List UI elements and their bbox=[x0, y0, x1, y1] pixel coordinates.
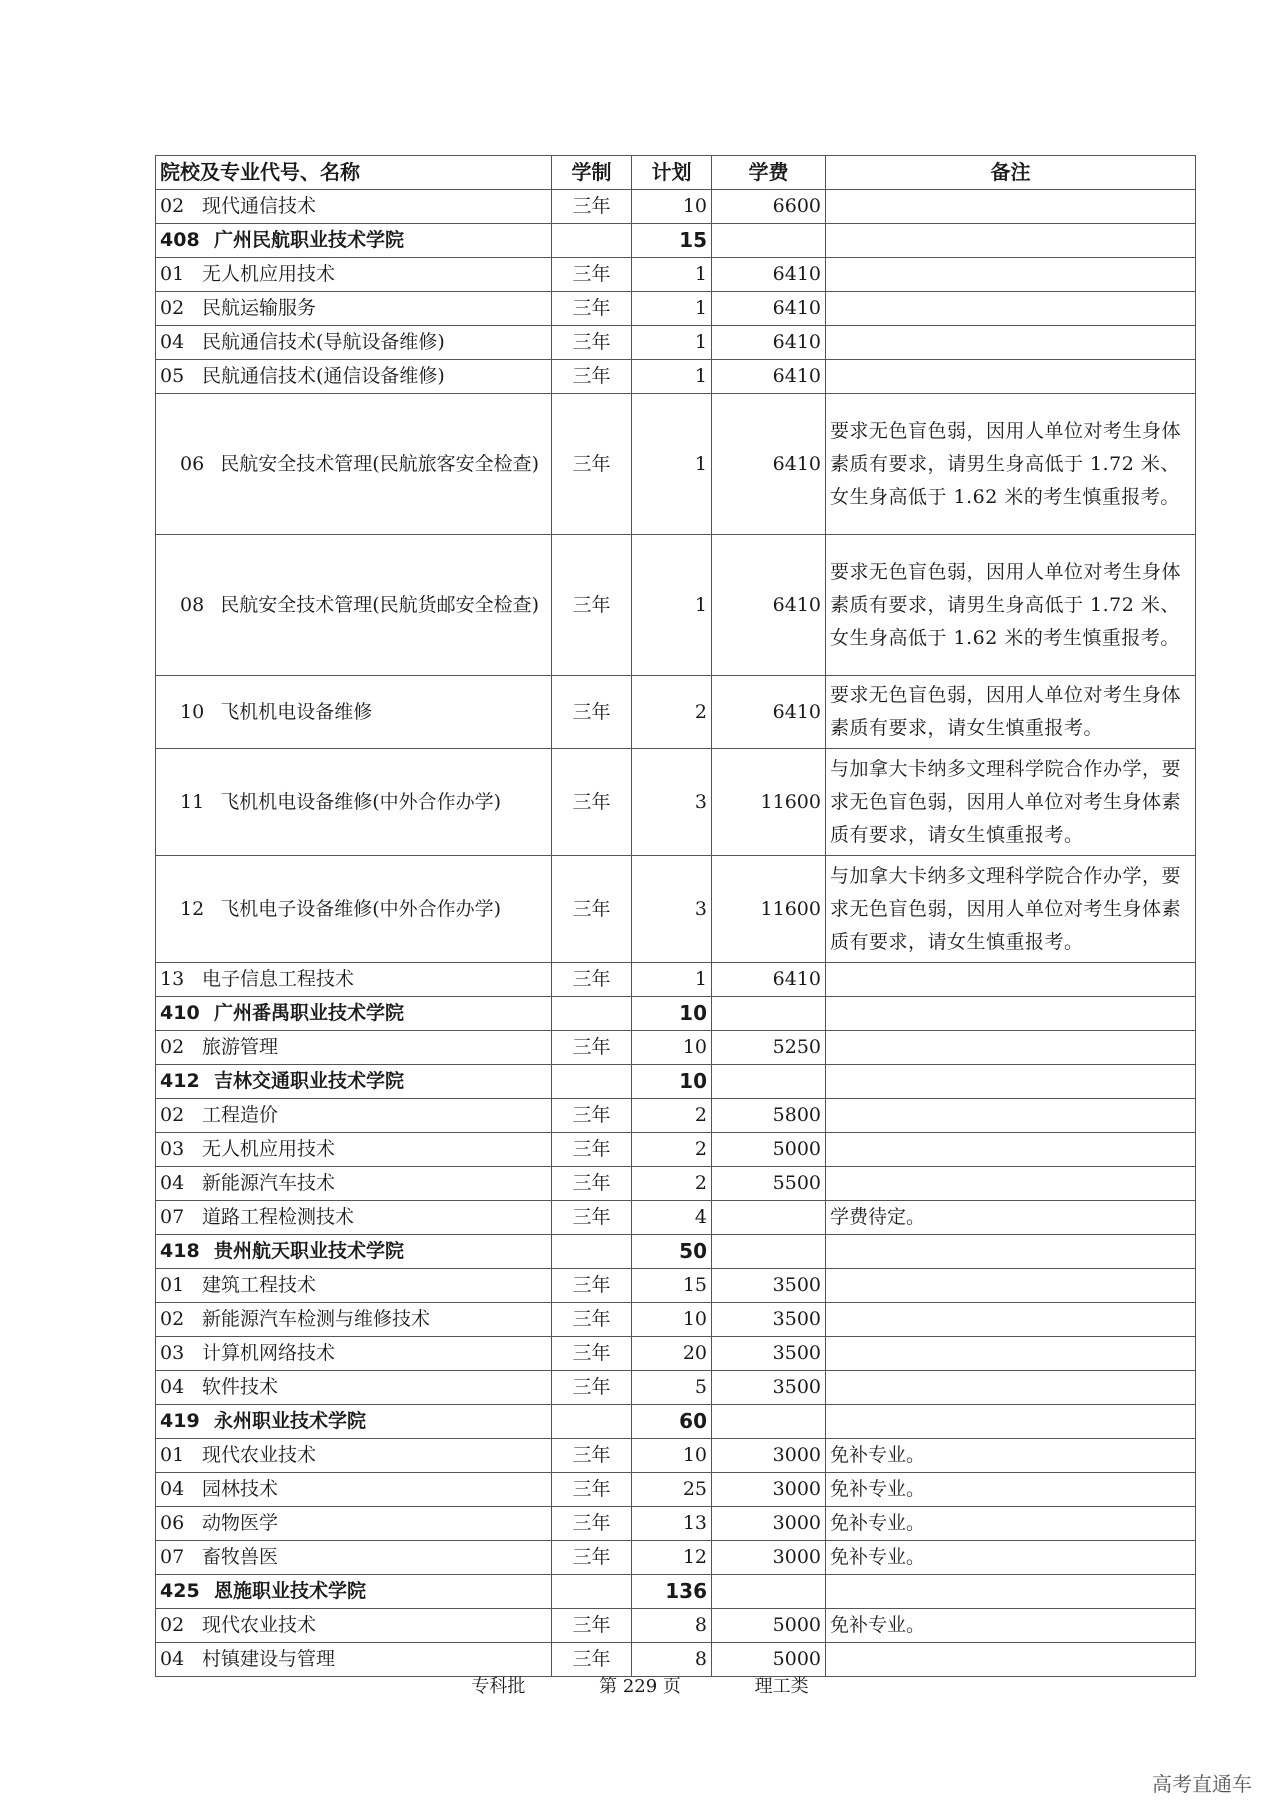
major-name: 现代农业技术 bbox=[202, 1614, 317, 1636]
major-name-cell bbox=[156, 360, 552, 394]
school-note-cell bbox=[826, 997, 1196, 1031]
major-note bbox=[826, 1337, 1196, 1371]
school-code: 408 bbox=[160, 229, 200, 251]
major-code: 11 bbox=[180, 790, 205, 813]
major-code: 01 bbox=[160, 1444, 185, 1466]
major-fee: 6410 bbox=[712, 535, 826, 676]
major-name: 民航安全技术管理(民航旅客安全检查) bbox=[220, 452, 540, 475]
school-plan-total: 60 bbox=[632, 1405, 712, 1439]
major-duration: 三年 bbox=[552, 1303, 632, 1337]
major-code: 04 bbox=[160, 1376, 185, 1398]
major-code: 02 bbox=[160, 1308, 185, 1330]
school-row bbox=[156, 1405, 1196, 1439]
major-duration: 三年 bbox=[552, 1099, 632, 1133]
major-row bbox=[156, 676, 1196, 749]
major-note: 免补专业。 bbox=[826, 1473, 1196, 1507]
major-name: 民航运输服务 bbox=[202, 297, 317, 319]
major-row bbox=[156, 1371, 1196, 1405]
major-row bbox=[156, 1031, 1196, 1065]
major-fee: 5250 bbox=[712, 1031, 826, 1065]
major-name: 民航通信技术(通信设备维修) bbox=[202, 365, 445, 387]
school-code: 418 bbox=[160, 1240, 200, 1262]
major-row bbox=[156, 1439, 1196, 1473]
major-note bbox=[826, 360, 1196, 394]
major-plan: 2 bbox=[632, 1167, 712, 1201]
major-code: 02 bbox=[160, 195, 185, 217]
major-code: 12 bbox=[180, 897, 205, 920]
school-name-cell bbox=[156, 997, 552, 1031]
major-plan: 1 bbox=[632, 535, 712, 676]
school-code: 425 bbox=[160, 1580, 200, 1602]
major-row bbox=[156, 360, 1196, 394]
major-fee: 3500 bbox=[712, 1371, 826, 1405]
major-name-cell bbox=[156, 676, 552, 749]
school-row bbox=[156, 1575, 1196, 1609]
school-plan-total: 10 bbox=[632, 997, 712, 1031]
major-plan: 10 bbox=[632, 1439, 712, 1473]
major-row bbox=[156, 1201, 1196, 1235]
major-name-cell bbox=[156, 292, 552, 326]
major-code: 01 bbox=[160, 1274, 185, 1296]
major-plan: 3 bbox=[632, 749, 712, 856]
major-fee: 3500 bbox=[712, 1303, 826, 1337]
major-duration: 三年 bbox=[552, 1371, 632, 1405]
major-duration: 三年 bbox=[552, 1507, 632, 1541]
major-duration: 三年 bbox=[552, 292, 632, 326]
major-name: 民航安全技术管理(民航货邮安全检查) bbox=[220, 593, 540, 616]
major-name: 新能源汽车检测与维修技术 bbox=[202, 1308, 431, 1330]
major-plan: 15 bbox=[632, 1269, 712, 1303]
school-fee-cell bbox=[712, 1405, 826, 1439]
major-name: 动物医学 bbox=[202, 1512, 279, 1534]
major-name-cell bbox=[156, 1099, 552, 1133]
major-fee: 3500 bbox=[712, 1269, 826, 1303]
school-code: 419 bbox=[160, 1410, 200, 1432]
major-row bbox=[156, 1167, 1196, 1201]
major-name: 现代通信技术 bbox=[202, 195, 317, 217]
major-note bbox=[826, 1167, 1196, 1201]
major-name: 工程造价 bbox=[202, 1104, 279, 1126]
school-name: 恩施职业技术学院 bbox=[214, 1580, 367, 1602]
major-fee: 6410 bbox=[712, 394, 826, 535]
major-fee: 6600 bbox=[712, 190, 826, 224]
major-name-cell bbox=[156, 1337, 552, 1371]
major-code: 05 bbox=[160, 365, 185, 387]
major-duration: 三年 bbox=[552, 1133, 632, 1167]
school-plan-total: 15 bbox=[632, 224, 712, 258]
major-note bbox=[826, 258, 1196, 292]
major-plan: 1 bbox=[632, 963, 712, 997]
major-code: 04 bbox=[160, 1648, 185, 1670]
major-name-cell bbox=[156, 1167, 552, 1201]
footer-category: 理工类 bbox=[754, 1676, 809, 1697]
major-row bbox=[156, 1507, 1196, 1541]
major-note: 学费待定。 bbox=[826, 1201, 1196, 1235]
major-fee: 11600 bbox=[712, 749, 826, 856]
major-plan: 10 bbox=[632, 1031, 712, 1065]
major-fee: 3000 bbox=[712, 1507, 826, 1541]
major-name-cell bbox=[156, 1303, 552, 1337]
major-name: 无人机应用技术 bbox=[202, 1138, 336, 1160]
major-code: 02 bbox=[160, 1036, 185, 1058]
major-fee: 11600 bbox=[712, 856, 826, 963]
school-row bbox=[156, 1065, 1196, 1099]
major-name-cell bbox=[156, 1609, 552, 1643]
header-plan: 计划 bbox=[632, 156, 712, 190]
major-plan: 4 bbox=[632, 1201, 712, 1235]
school-name: 广州民航职业技术学院 bbox=[214, 229, 405, 251]
major-fee: 5000 bbox=[712, 1133, 826, 1167]
page-footer bbox=[0, 1672, 1280, 1698]
footer-page-number: 第 229 页 bbox=[599, 1676, 681, 1697]
major-plan: 1 bbox=[632, 258, 712, 292]
major-duration: 三年 bbox=[552, 1439, 632, 1473]
school-fee-cell bbox=[712, 1575, 826, 1609]
major-fee: 6410 bbox=[712, 676, 826, 749]
school-name: 广州番禺职业技术学院 bbox=[214, 1002, 405, 1024]
major-name: 现代农业技术 bbox=[202, 1444, 317, 1466]
major-duration: 三年 bbox=[552, 1269, 632, 1303]
major-row bbox=[156, 394, 1196, 535]
major-plan: 12 bbox=[632, 1541, 712, 1575]
major-note bbox=[826, 326, 1196, 360]
major-row bbox=[156, 749, 1196, 856]
school-plan-total: 136 bbox=[632, 1575, 712, 1609]
major-name-cell bbox=[156, 326, 552, 360]
school-duration-cell bbox=[552, 1235, 632, 1269]
major-code: 04 bbox=[160, 1478, 185, 1500]
major-row bbox=[156, 963, 1196, 997]
school-code: 412 bbox=[160, 1070, 200, 1092]
school-name: 贵州航天职业技术学院 bbox=[214, 1240, 405, 1262]
major-row bbox=[156, 1133, 1196, 1167]
major-name: 无人机应用技术 bbox=[202, 263, 336, 285]
major-row bbox=[156, 535, 1196, 676]
major-plan: 2 bbox=[632, 1133, 712, 1167]
major-plan: 13 bbox=[632, 1507, 712, 1541]
major-note: 与加拿大卡纳多文理科学院合作办学，要求无色盲色弱，因用人单位对考生身体素质有要求，请女生慎重报考。 bbox=[826, 749, 1196, 856]
major-row bbox=[156, 190, 1196, 224]
major-name-cell bbox=[156, 190, 552, 224]
major-name: 软件技术 bbox=[202, 1376, 279, 1398]
major-fee: 6410 bbox=[712, 258, 826, 292]
major-name-cell bbox=[156, 535, 552, 676]
major-row bbox=[156, 292, 1196, 326]
school-name: 永州职业技术学院 bbox=[214, 1410, 367, 1432]
major-note bbox=[826, 1269, 1196, 1303]
major-note bbox=[826, 1371, 1196, 1405]
major-row bbox=[156, 1541, 1196, 1575]
major-plan: 2 bbox=[632, 1099, 712, 1133]
school-fee-cell bbox=[712, 1235, 826, 1269]
major-plan: 10 bbox=[632, 190, 712, 224]
major-code: 02 bbox=[160, 297, 185, 319]
major-note: 免补专业。 bbox=[826, 1507, 1196, 1541]
major-code: 13 bbox=[160, 968, 185, 990]
school-name-cell bbox=[156, 1575, 552, 1609]
major-row bbox=[156, 258, 1196, 292]
major-plan: 25 bbox=[632, 1473, 712, 1507]
major-name: 飞机机电设备维修(中外合作办学) bbox=[220, 790, 502, 813]
major-name-cell bbox=[156, 856, 552, 963]
school-duration-cell bbox=[552, 997, 632, 1031]
table-body bbox=[156, 190, 1196, 1677]
major-duration: 三年 bbox=[552, 535, 632, 676]
major-note: 要求无色盲色弱，因用人单位对考生身体素质有要求，请男生身高低于 1.72 米、女生身高低于 1.62 米的考生慎重报考。 bbox=[826, 394, 1196, 535]
major-note: 要求无色盲色弱，因用人单位对考生身体素质有要求，请女生慎重报考。 bbox=[826, 676, 1196, 749]
major-plan: 20 bbox=[632, 1337, 712, 1371]
major-code: 04 bbox=[160, 1172, 185, 1194]
major-fee: 6410 bbox=[712, 292, 826, 326]
school-duration-cell bbox=[552, 1065, 632, 1099]
footer-batch: 专科批 bbox=[471, 1676, 526, 1697]
major-row bbox=[156, 1099, 1196, 1133]
major-code: 01 bbox=[160, 263, 185, 285]
school-plan-total: 10 bbox=[632, 1065, 712, 1099]
major-fee bbox=[712, 1201, 826, 1235]
major-code: 08 bbox=[180, 593, 205, 616]
major-fee: 5800 bbox=[712, 1099, 826, 1133]
major-plan: 2 bbox=[632, 676, 712, 749]
major-duration: 三年 bbox=[552, 190, 632, 224]
major-name: 飞机电子设备维修(中外合作办学) bbox=[220, 897, 502, 920]
major-name: 园林技术 bbox=[202, 1478, 279, 1500]
school-duration-cell bbox=[552, 224, 632, 258]
major-duration: 三年 bbox=[552, 360, 632, 394]
major-row bbox=[156, 856, 1196, 963]
major-row bbox=[156, 1337, 1196, 1371]
major-name-cell bbox=[156, 1473, 552, 1507]
major-name: 民航通信技术(导航设备维修) bbox=[202, 331, 445, 353]
major-plan: 8 bbox=[632, 1643, 712, 1677]
major-code: 04 bbox=[160, 331, 185, 353]
major-plan: 1 bbox=[632, 394, 712, 535]
major-code: 06 bbox=[180, 452, 205, 475]
major-duration: 三年 bbox=[552, 1609, 632, 1643]
major-plan: 5 bbox=[632, 1371, 712, 1405]
major-code: 07 bbox=[160, 1206, 185, 1228]
major-name: 村镇建设与管理 bbox=[202, 1648, 336, 1670]
major-fee: 5500 bbox=[712, 1167, 826, 1201]
major-fee: 5000 bbox=[712, 1609, 826, 1643]
major-name-cell bbox=[156, 1133, 552, 1167]
school-name-cell bbox=[156, 1405, 552, 1439]
major-duration: 三年 bbox=[552, 856, 632, 963]
major-note: 与加拿大卡纳多文理科学院合作办学，要求无色盲色弱，因用人单位对考生身体素质有要求，请女生慎重报考。 bbox=[826, 856, 1196, 963]
school-row bbox=[156, 224, 1196, 258]
major-note bbox=[826, 1133, 1196, 1167]
major-duration: 三年 bbox=[552, 749, 632, 856]
major-duration: 三年 bbox=[552, 1031, 632, 1065]
major-name-cell bbox=[156, 1371, 552, 1405]
major-duration: 三年 bbox=[552, 394, 632, 535]
major-fee: 6410 bbox=[712, 963, 826, 997]
header-note: 备注 bbox=[826, 156, 1196, 190]
major-code: 10 bbox=[180, 700, 205, 723]
major-note: 要求无色盲色弱，因用人单位对考生身体素质有要求，请男生身高低于 1.72 米、女生身高低于 1.62 米的考生慎重报考。 bbox=[826, 535, 1196, 676]
major-plan: 3 bbox=[632, 856, 712, 963]
school-name-cell bbox=[156, 1235, 552, 1269]
major-name-cell bbox=[156, 749, 552, 856]
major-code: 02 bbox=[160, 1614, 185, 1636]
header-duration: 学制 bbox=[552, 156, 632, 190]
school-name-cell bbox=[156, 1065, 552, 1099]
school-note-cell bbox=[826, 1065, 1196, 1099]
major-name-cell bbox=[156, 1541, 552, 1575]
major-fee: 3500 bbox=[712, 1337, 826, 1371]
school-fee-cell bbox=[712, 1065, 826, 1099]
major-code: 03 bbox=[160, 1342, 185, 1364]
major-duration: 三年 bbox=[552, 258, 632, 292]
major-code: 07 bbox=[160, 1546, 185, 1568]
major-fee: 3000 bbox=[712, 1541, 826, 1575]
major-code: 06 bbox=[160, 1512, 185, 1534]
major-name: 飞机机电设备维修 bbox=[220, 700, 373, 723]
major-code: 03 bbox=[160, 1138, 185, 1160]
major-row bbox=[156, 326, 1196, 360]
major-duration: 三年 bbox=[552, 963, 632, 997]
school-row bbox=[156, 997, 1196, 1031]
major-name-cell bbox=[156, 1201, 552, 1235]
school-note-cell bbox=[826, 1405, 1196, 1439]
admission-plan-table bbox=[155, 155, 1196, 1677]
major-fee: 6410 bbox=[712, 360, 826, 394]
school-duration-cell bbox=[552, 1575, 632, 1609]
major-duration: 三年 bbox=[552, 1337, 632, 1371]
major-fee: 3000 bbox=[712, 1439, 826, 1473]
school-code: 410 bbox=[160, 1002, 200, 1024]
major-name-cell bbox=[156, 1269, 552, 1303]
major-row bbox=[156, 1269, 1196, 1303]
major-row bbox=[156, 1473, 1196, 1507]
major-note: 免补专业。 bbox=[826, 1609, 1196, 1643]
major-duration: 三年 bbox=[552, 1643, 632, 1677]
school-fee-cell bbox=[712, 224, 826, 258]
major-name: 电子信息工程技术 bbox=[202, 968, 355, 990]
major-note bbox=[826, 1031, 1196, 1065]
major-name: 建筑工程技术 bbox=[202, 1274, 317, 1296]
major-name: 旅游管理 bbox=[202, 1036, 279, 1058]
major-duration: 三年 bbox=[552, 1541, 632, 1575]
major-name-cell bbox=[156, 1439, 552, 1473]
major-note bbox=[826, 292, 1196, 326]
school-fee-cell bbox=[712, 997, 826, 1031]
major-duration: 三年 bbox=[552, 326, 632, 360]
table-header-row bbox=[156, 156, 1196, 190]
major-name-cell bbox=[156, 394, 552, 535]
watermark-text: 高考直通车 bbox=[1152, 1772, 1252, 1796]
major-fee: 3000 bbox=[712, 1473, 826, 1507]
major-row bbox=[156, 1303, 1196, 1337]
major-row bbox=[156, 1609, 1196, 1643]
school-name: 吉林交通职业技术学院 bbox=[214, 1070, 405, 1092]
major-note bbox=[826, 190, 1196, 224]
major-fee: 5000 bbox=[712, 1643, 826, 1677]
major-name: 道路工程检测技术 bbox=[202, 1206, 355, 1228]
major-name-cell bbox=[156, 1031, 552, 1065]
school-note-cell bbox=[826, 224, 1196, 258]
major-note: 免补专业。 bbox=[826, 1541, 1196, 1575]
major-note: 免补专业。 bbox=[826, 1439, 1196, 1473]
major-name-cell bbox=[156, 1507, 552, 1541]
major-plan: 10 bbox=[632, 1303, 712, 1337]
header-fee: 学费 bbox=[712, 156, 826, 190]
school-row bbox=[156, 1235, 1196, 1269]
major-note bbox=[826, 1099, 1196, 1133]
major-duration: 三年 bbox=[552, 676, 632, 749]
major-code: 02 bbox=[160, 1104, 185, 1126]
major-name-cell bbox=[156, 963, 552, 997]
major-duration: 三年 bbox=[552, 1473, 632, 1507]
school-plan-total: 50 bbox=[632, 1235, 712, 1269]
major-name-cell bbox=[156, 258, 552, 292]
major-plan: 1 bbox=[632, 292, 712, 326]
header-name: 院校及专业代号、名称 bbox=[156, 156, 552, 190]
school-duration-cell bbox=[552, 1405, 632, 1439]
major-note bbox=[826, 963, 1196, 997]
major-name: 新能源汽车技术 bbox=[202, 1172, 336, 1194]
school-name-cell bbox=[156, 224, 552, 258]
major-plan: 8 bbox=[632, 1609, 712, 1643]
school-note-cell bbox=[826, 1575, 1196, 1609]
major-name: 计算机网络技术 bbox=[202, 1342, 336, 1364]
major-duration: 三年 bbox=[552, 1201, 632, 1235]
major-plan: 1 bbox=[632, 360, 712, 394]
major-fee: 6410 bbox=[712, 326, 826, 360]
major-duration: 三年 bbox=[552, 1167, 632, 1201]
major-name: 畜牧兽医 bbox=[202, 1546, 279, 1568]
major-note bbox=[826, 1303, 1196, 1337]
school-note-cell bbox=[826, 1235, 1196, 1269]
major-plan: 1 bbox=[632, 326, 712, 360]
